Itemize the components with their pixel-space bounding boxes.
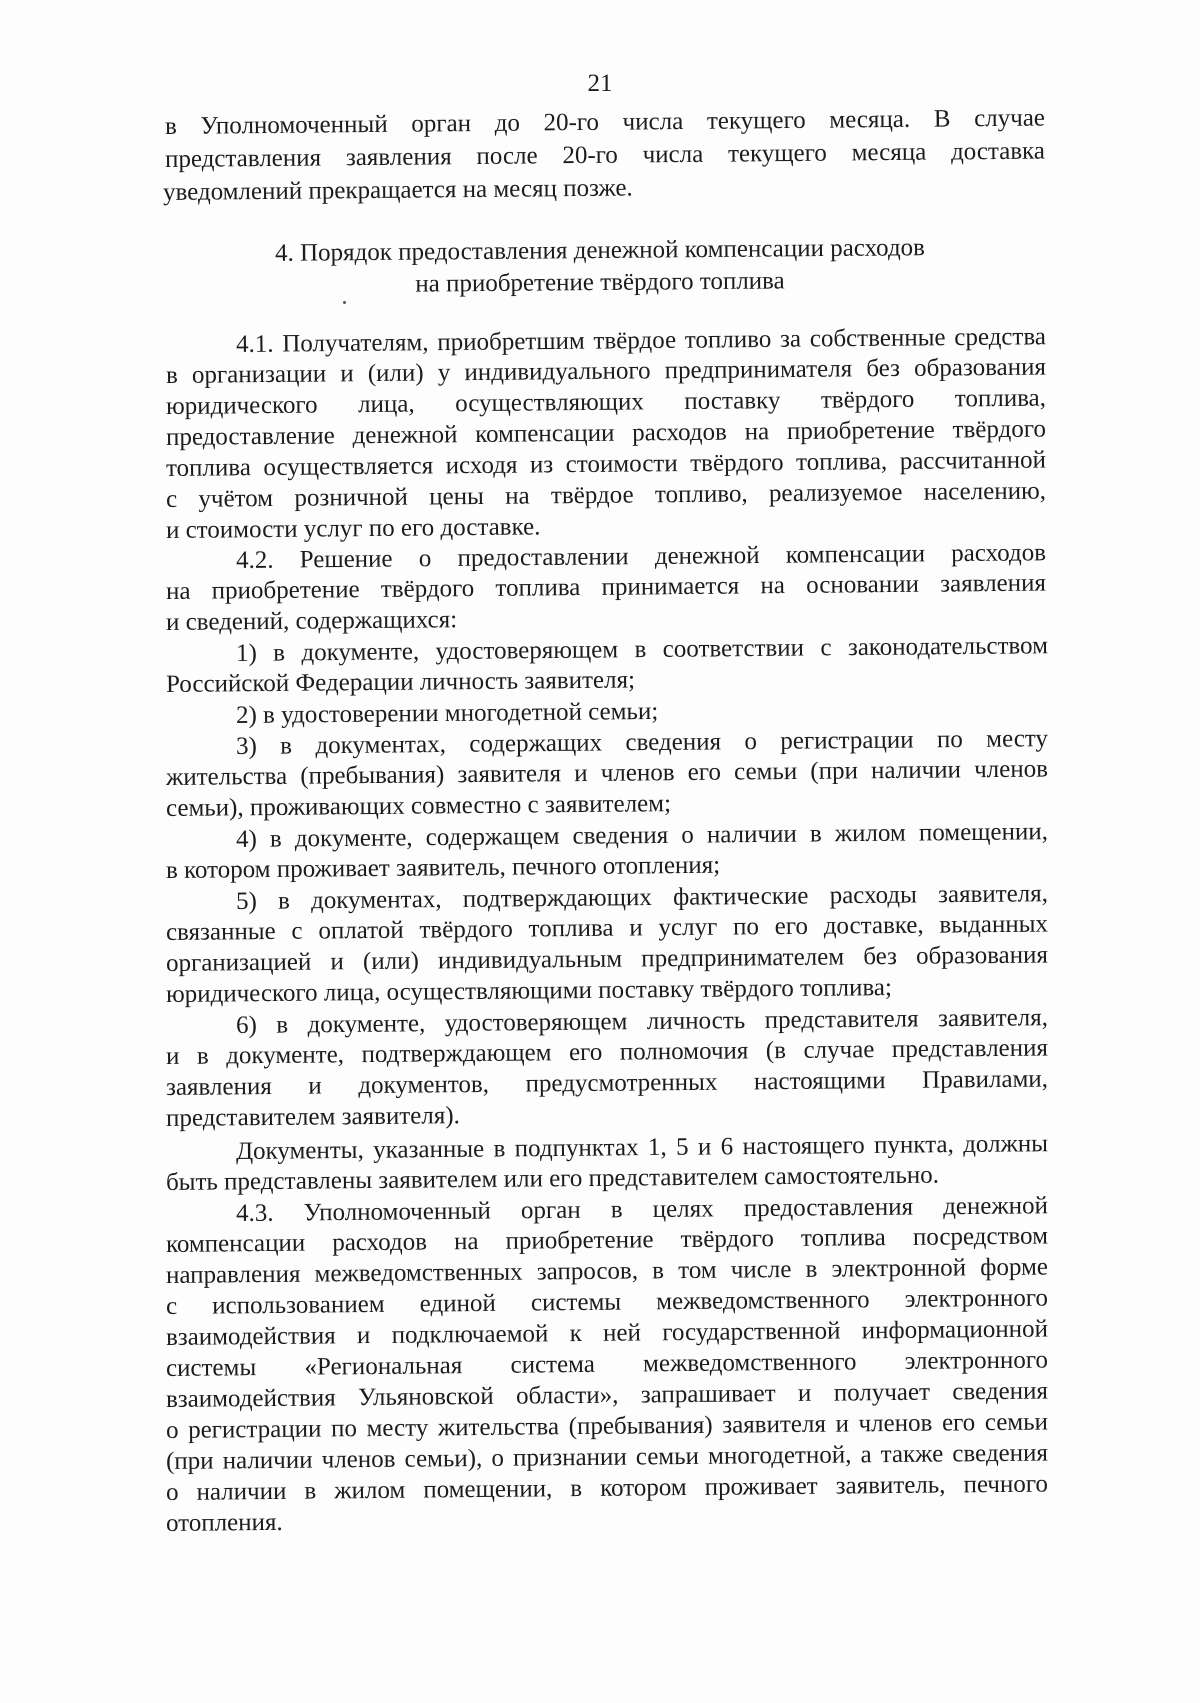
- text-line: направления межведомственных запросов, в том числе в электронной форме: [165, 1253, 1049, 1289]
- text-line: (при наличии членов семьи), о признании семьи многодетной, а также сведения: [165, 1439, 1049, 1475]
- text-line: о регистрации по месту жительства (пребывания) заявителя и членов его семьи: [165, 1408, 1049, 1444]
- list-item: 2) в удостоверении многодетной семьи;: [235, 697, 659, 729]
- text-line: взаимодействия Ульяновской области», запрашивает и получает сведения: [165, 1377, 1049, 1413]
- list-item: Российской Федерации личность заявителя;: [165, 666, 636, 698]
- text-line: о наличии в жилом помещении, в котором проживает заявитель, печного: [165, 1470, 1049, 1506]
- text-line: предоставление денежной компенсации расходов на приобретение твёрдого: [165, 415, 1047, 451]
- list-item: организацией и (или) индивидуальным предпринимателем без образования: [165, 941, 1049, 977]
- list-item: юридического лица, осуществляющими поставку твёрдого топлива;: [165, 974, 893, 1008]
- speck: [343, 301, 346, 304]
- text-line: представления заявления после 20-го числа текущего месяца доставка: [164, 137, 1046, 173]
- section-title: 4. Порядок предоставления денежной компенсации расходов: [274, 234, 926, 267]
- text-line: компенсации расходов на приобретение твёрдого топлива посредством: [165, 1222, 1049, 1258]
- page-number: 21: [587, 70, 613, 97]
- text-line: юридического лица, осуществляющих поставку твёрдого топлива,: [165, 384, 1047, 420]
- list-item: 5) в документах, подтверждающих фактические расходы заявителя,: [235, 880, 1049, 915]
- text-line: быть представлены заявителем или его представителем самостоятельно.: [165, 1161, 940, 1196]
- list-item: 3) в документах, содержащих сведения о регистрации по месту: [235, 725, 1049, 760]
- list-item: представителем заявителя).: [165, 1102, 460, 1132]
- list-item: и в документе, подтверждающем его полномочия (в случае представления: [165, 1034, 1049, 1070]
- text-line: 4.3. Уполномоченный орган в целях предоставления денежной: [235, 1192, 1049, 1227]
- list-item: заявления и документов, предусмотренных настоящими Правилами,: [165, 1065, 1049, 1101]
- list-item: семьи), проживающих совместно с заявителем;: [165, 790, 672, 822]
- text-line: 4.1. Получателям, приобретшим твёрдое топливо за собственные средства: [235, 323, 1047, 358]
- text-line: системы «Региональная система межведомственного электронного: [165, 1346, 1049, 1382]
- list-item: 4) в документе, содержащем сведения о наличии в жилом помещении,: [235, 818, 1049, 853]
- text-line: в Уполномоченный орган до 20-го числа текущего месяца. В случае: [164, 104, 1046, 140]
- list-item: в котором проживает заявитель, печного отопления;: [165, 851, 721, 884]
- text-line: с использованием единой системы межведомственного электронного: [165, 1284, 1049, 1320]
- list-item: 6) в документе, удостоверяющем личность представителя заявителя,: [235, 1004, 1049, 1039]
- text-line: 4.2. Решение о предоставлении денежной компенсации расходов: [235, 539, 1047, 574]
- text-line: уведомлений прекращается на месяц позже.: [162, 174, 633, 206]
- text-line: отопления.: [165, 1508, 283, 1537]
- section-title: на приобретение твёрдого топлива: [415, 267, 785, 298]
- text-line: в организации и (или) у индивидуального предпринимателя без образования: [165, 353, 1047, 389]
- list-item: 1) в документе, удостоверяющем в соответствии с законодательством: [235, 632, 1049, 667]
- text-line: топлива осуществляется исходя из стоимости твёрдого топлива, рассчитанной: [165, 446, 1047, 482]
- list-item: жительства (пребывания) заявителя и членов его семьи (при наличии членов: [165, 755, 1049, 791]
- text-line: и сведений, содержащихся:: [165, 606, 458, 636]
- text-line: с учётом розничной цены на твёрдое топливо, реализуемое населению,: [165, 477, 1047, 513]
- text-line: и стоимости услуг по его доставке.: [165, 513, 541, 544]
- list-item: связанные с оплатой твёрдого топлива и услуг по его доставке, выданных: [165, 910, 1049, 946]
- text-line: Документы, указанные в подпунктах 1, 5 и 6 настоящего пункта, должны: [235, 1130, 1049, 1165]
- text-line: взаимодействия и подключаемой к ней государственной информационной: [165, 1315, 1049, 1351]
- text-line: на приобретение твёрдого топлива принимается на основании заявления: [165, 569, 1047, 605]
